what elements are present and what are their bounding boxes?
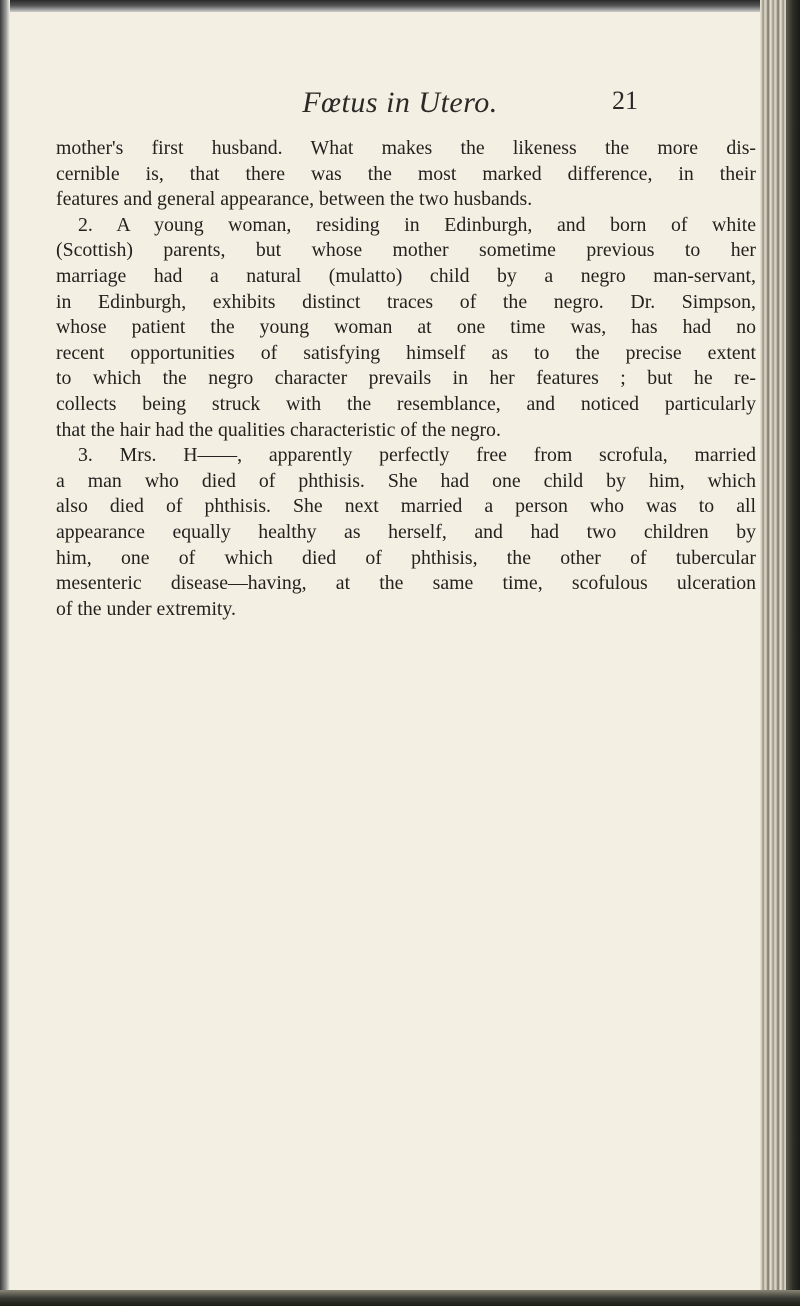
text-line: also died of phthisis. She next married a person who was to all (56, 495, 756, 518)
text-line: of the under extremity. (56, 597, 236, 620)
text-line: marriage had a natural (mulatto) child by a negro man-servant, (56, 264, 756, 287)
bottom-page-edge (0, 1290, 800, 1306)
text-line: in Edinburgh, exhibits distinct traces of the negro. Dr. Simpson, (56, 290, 756, 313)
text-line: cernible is, that there was the most marked difference, in their (56, 162, 756, 185)
text-line: appearance equally healthy as herself, and had two children by (56, 520, 756, 543)
running-title: Fœtus in Utero. (302, 86, 498, 119)
text-line: a man who died of phthisis. She had one child by him, which (56, 469, 756, 492)
text-line: features and general appearance, between the two husbands. (56, 188, 533, 211)
running-head (0, 86, 800, 126)
text-line: that the hair had the qualities characteristic of the negro. (56, 418, 501, 441)
page-number: 21 (612, 86, 638, 115)
text-line: whose patient the young woman at one time was, has had no (56, 316, 756, 339)
text-line: mesenteric disease—having, at the same time, scofulous ulceration (56, 572, 756, 595)
text-line: 3. Mrs. H——, apparently perfectly free from scrofula, married (78, 444, 756, 467)
text-line: recent opportunities of satisfying himself as to the precise extent (56, 341, 756, 364)
text-line: 2. A young woman, residing in Edinburgh, and born of white (78, 213, 756, 236)
binding-shadow (786, 0, 800, 1306)
text-line: to which the negro character prevails in her features ; but he re- (56, 367, 756, 390)
text-line: him, one of which died of phthisis, the other of tubercular (56, 546, 756, 569)
right-page-edge (760, 0, 800, 1306)
text-line: mother's first husband. What makes the likeness the more dis- (56, 137, 756, 159)
text-line: (Scottish) parents, but whose mother sometime previous to her (56, 239, 756, 262)
left-page-edge (0, 0, 10, 1306)
body-text (56, 136, 756, 622)
text-line: collects being struck with the resemblance, and noticed particularly (56, 392, 756, 415)
